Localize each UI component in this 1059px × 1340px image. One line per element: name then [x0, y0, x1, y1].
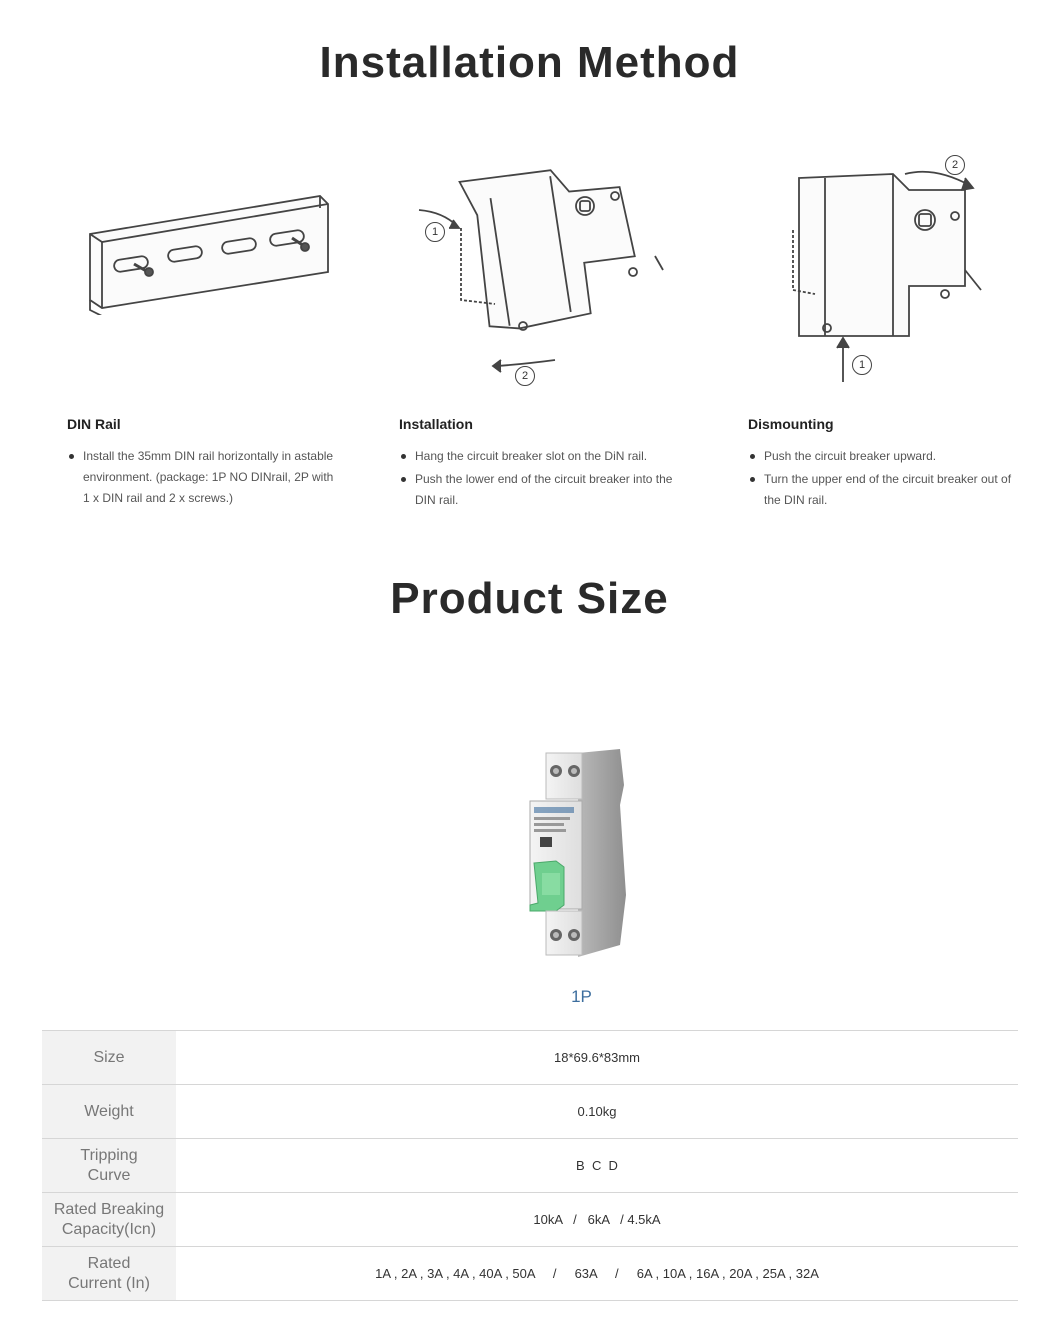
step-marker-2-icon: 2	[515, 366, 535, 386]
product-caption: 1P	[571, 987, 592, 1006]
spec-label: Weight	[42, 1085, 176, 1139]
table-row	[42, 1247, 1018, 1301]
step-bullet: Hang the circuit breaker slot on the DiN rail.	[399, 446, 681, 467]
step-heading: Dismounting	[748, 416, 834, 432]
spec-table	[42, 1030, 1018, 1301]
step-installation	[399, 416, 699, 513]
table-row	[42, 1031, 1018, 1085]
table-row	[42, 1139, 1018, 1193]
step-heading: Installation	[399, 416, 473, 432]
step-din-rail	[67, 416, 367, 511]
spec-label: Rated Current (In)	[42, 1247, 176, 1301]
spec-value: 10kA / 6kA / 4.5kA	[176, 1193, 1018, 1247]
spec-value: 0.10kg	[176, 1085, 1018, 1139]
din-rail-illustration	[82, 190, 338, 315]
step-marker-1-icon: 1	[425, 222, 445, 242]
step-bullet: Push the circuit breaker upward.	[748, 446, 1016, 467]
spec-label: Tripping Curve	[42, 1139, 176, 1193]
table-row	[42, 1193, 1018, 1247]
spec-value: 1A , 2A , 3A , 4A , 40A , 50A / 63A / 6A , 10A , 16A , 20A , 25A , 32A	[176, 1247, 1018, 1301]
spec-value: 18*69.6*83mm	[176, 1031, 1018, 1085]
spec-value: B C D	[176, 1139, 1018, 1193]
step-heading: DIN Rail	[67, 416, 121, 432]
spec-label: Size	[42, 1031, 176, 1085]
step-dismounting	[748, 416, 1048, 513]
spec-label: Rated Breaking Capacity(Icn)	[42, 1193, 176, 1247]
table-row	[42, 1085, 1018, 1139]
step-bullet: Install the 35mm DIN rail horizontally in astable environment. (package: 1P NO DINrail, 2P with 1 x DIN rail and 2 x screws.)	[67, 446, 343, 509]
step-marker-1-icon: 1	[852, 355, 872, 375]
step-bullet: Turn the upper end of the circuit breaker out of the DIN rail.	[748, 469, 1016, 511]
breaker-photo	[520, 745, 632, 965]
step-bullet: Push the lower end of the circuit breaker into the DIN rail.	[399, 469, 681, 511]
dismounting-illustration	[785, 150, 995, 390]
step-marker-2-icon: 2	[945, 155, 965, 175]
installation-title: Installation Method	[319, 38, 740, 87]
installation-illustration	[415, 160, 675, 392]
product-size-title: Product Size	[390, 574, 669, 623]
